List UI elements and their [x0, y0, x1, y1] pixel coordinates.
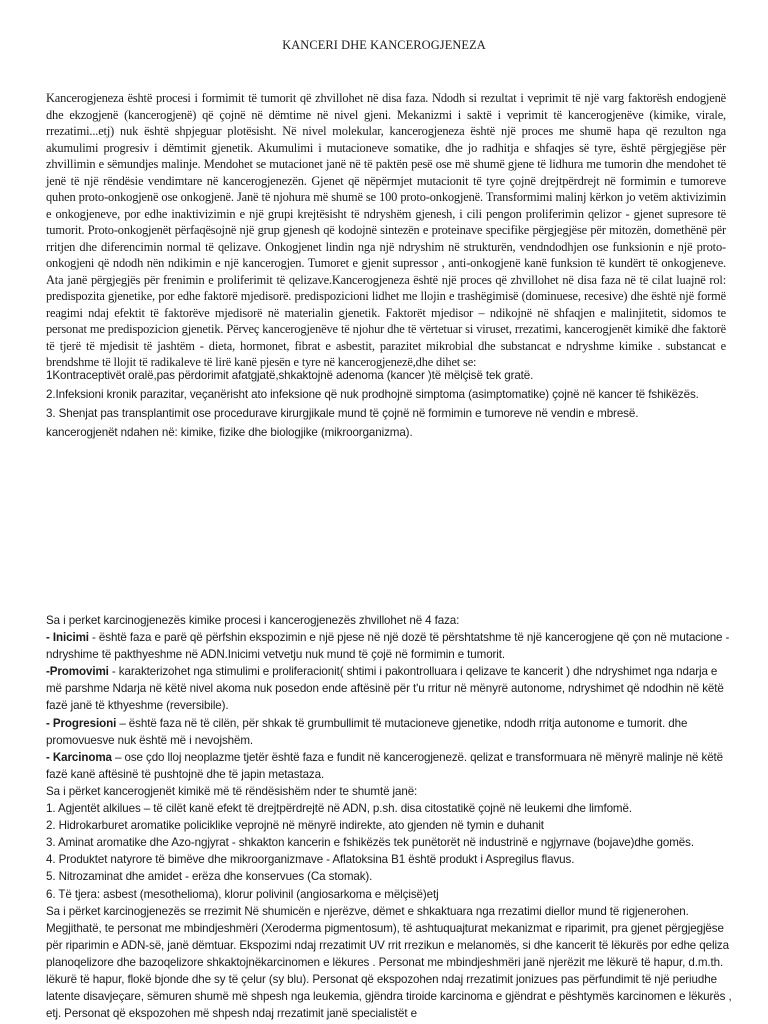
phase-promovimi — [46, 663, 736, 714]
chem-item: 4. Produktet natyrore të bimëve dhe mikroorganizmave - Aflatoksina B1 është produkt i Aspregilus flavus. — [46, 853, 575, 867]
phase-text: – ose çdo lloj neoplazme tjetër është faza e fundit në kancerogjenezë. qelizat e transformuara në mënyrë malinje në këtë fazë kanë aftësinë të pushtojnë dhe të japin metastaza. — [46, 750, 724, 781]
chem-item: 6. Të tjera: asbest (mesothelioma), klorur polivinil (angiosarkoma e mëlçisë)etj — [46, 887, 439, 901]
chem-item: 5. Nitrozaminat dhe amidet - erëza dhe konservues (Ca stomak). — [46, 870, 373, 884]
intro-item: 1Kontraceptivët oralë,pas përdorimit afatgjatë,shkaktojnë adenoma (kancer )të mëlçisë tek gratë. — [46, 369, 534, 382]
phase-term: - Progresioni — [46, 716, 117, 730]
intro-item: 3. Shenjat pas transplantimit ose procedurave kirurgjikale mund të çojnë në formimin e tumoreve në vendin e mbresë. — [46, 407, 639, 421]
phase-inicimi — [46, 629, 736, 663]
phase-term: - Karcinoma — [46, 750, 112, 764]
chem-item: 2. Hidrokarburet aromatike policiklike veprojnë në mënyrë indirekte, ato gjenden në tymin e duhanit — [46, 819, 544, 833]
phase-text: – është faza në të cilën, për shkak të grumbullimit të mutacioneve gjenetike, ndodh rritja autonome e tumorit. dhe promovuesve nuk është më i nevojshëm. — [46, 716, 688, 747]
chem-item: 1. Agjentët alkilues – të cilët kanë efekt të drejtpërdrejtë në ADN, p.sh. disa citostatikë çojnë në leukemi dhe limfomë. — [46, 802, 632, 816]
phase-text: - është faza e parë që përfshin ekspozimin e një pjese në një dozë të përshtatshme të një kancerogjene që çon në mutacione - ndryshime të pakthyeshme në ADN.Inicimi vetvetju nuk mund të çojë në formimin e tumorit. — [46, 631, 730, 662]
phase-term: - Inicimi — [46, 631, 89, 645]
phase-karcinoma — [46, 749, 736, 783]
phase-term: -Promovimi — [46, 665, 109, 679]
carcinogenesis-section — [46, 612, 736, 1022]
chem-intro: Sa i përket kancerogjenët kimikë më të rëndësishëm nder te shumtë janë: — [46, 784, 418, 798]
intro-list — [46, 367, 726, 443]
section-intro: Sa i perket karcinogjenezës kimike procesi i kancerogjenezës zhvillohet në 4 faza: — [46, 614, 460, 627]
phase-text: - karakterizohet nga stimulimi e proliferacionit( shtimi i pakontrolluara i qelizave te kancerit ) dhe ndryshimet nga ndarja e më parshme Ndarja në këtë nivel akoma nuk posedon ende aftësinë për t'u rritur në mënyrë autonome, ndryshimet që ndodhin në këtë fazë janë të kthyeshme (reversibile). — [46, 665, 724, 713]
intro-item: 2.Infeksioni kronik parazitar, veçanërisht ato infeksione që nuk prodhojnë simptoma (asimptomatike) çojnë në kancer të fshikëzës. — [46, 388, 699, 402]
intro-paragraph: Kancerogjeneza është procesi i formimit të tumorit që zhvillohet në disa faza. Ndodh si rezultat i veprimit të një varg faktorësh endogjenë dhe ekzogjenë (kancerogjenë) që çojnë në dëmtime në nivel gjeni. Mekanizmi i saktë i veprimit të kancerogjenëve (kimike, virale, rrezatimi...etj) nuk është shpjeguar plotësisht. Në nivel molekular, kancerogjeneza është një proces me shumë hapa që rezulton nga akumulimi progresiv i dëmtimit gjenetik. Akumulimi i mutacioneve somatike, dhe jo radhitja e shfaqjes së tyre, është përgjegjëse për zhvillimin e sëmundjes malinje. Mendohet se mutacionet janë në të paktën pesë ose më shumë gjene të lidhura me tumorin dhe mendohet të jenë të një rëndësie vendimtare në kancerogjenezën. Gjenet që nëpërmjet mutacionit të tyre çojnë drejtpërdrejt në formimin e tumoreve quhen proto-onkogjenë ose onkogjenë. Janë të njohura më shumë se 100 proto-onkogjenë. Transformimi malinj kërkon jo vetëm aktivizimin e onkogjeneve, por edhe inaktivizimin e një grupi krejtësisht të ndryshëm gjenesh, i cili pengon proliferimin qelizor - gjenet supresore të tumorit. Proto-onkogjenët përfaqësojnë një grup gjenesh që kodojnë sintezën e proteinave specifike përgjegjëse për mitozën, domethënë për rritjen dhe diferencimin normal të qelizave. Onkogjenet lindin nga një ndryshim në strukturën, vendndodhjen ose funksionin e një proto-onkogjeni që ndodh nën ndikimin e një kancerogjen. Tumoret e gjenit supressor , anti-onkogjenë kanë funksion të kundërt të onkogjeneve. Ata janë përgjegjës për frenimin e proliferimit të qelizave.Kancerogjeneza është një proces që zhvillohet në disa faza në të cilat luajnë rol: predispozita gjenetike, por edhe faktorë mjedisorë. predispozicioni lidhet me llojin e trashëgimisë (dominuese, recesive) dhe është një formë reagimi ndaj efektit të faktorëve mjedisorë në materialin gjenetik. Faktorët mjedisor – ndikojnë në shfaqjen e malinjitetit, sidomos te personat me predispozicion gjenetik. Përveç kancerogjenëve të njohur dhe të vërtetuar si viruset, rrezatimi, kancerogjenët kimikë dhe faktorë të tjerë të mjedisit të jashtëm - dieta, hormonet, fibrat e asbestit, parazitet mikrobial dhe substancat e ndryshme kimike . substancat e brendshme të llojit të radikaleve të lirë kanë pjesën e tyre në kancerogjenezë,dhe dihet se: — [46, 91, 726, 369]
document-title: KANCERI DHE KANCEROGJENEZA — [282, 38, 486, 52]
radiation-paragraph: Sa i përket karcinogjenezës se rrezimit Në shumicën e njerëzve, dëmet e shkaktuara nga rrezatimi diellor mund të rigjenerohen. Megjithatë, te personat me mbindjeshmëri (Xeroderma pigmentosum), të ashtuquajturat mekanizmat e riparimit, pra gjenet përgjegjëse për riparimin e ADN-së, janë dëmtuar. Ekspozimi ndaj rrezatimit UV rrit rrezikun e melanomës, si dhe kancerit të lëkurës por edhe qeliza planoqelizore dhe bazoqelizore shkaktojnëkarcinomen e lëkures . Personat me mbindjeshmëri janë njerëzit me lëkurë të hapur, d.m.th. lëkurë të hapur, flokë bjonde dhe sy të çelur (sy blu). Personat që ekspozohen ndaj rrezatimit jonizues pas përfundimit të një periudhe latente disavjeçare, sëmuren shumë më shpesh nga leukemia, gjëndra tiroide karcinoma e gjëndrat e pështymës karcinomen e lëkurës , etj. Personat që ekspozohen më shpesh ndaj rrezatimit janë specialistët e — [46, 904, 732, 1021]
phase-progresioni — [46, 715, 736, 749]
intro-item: kancerogjenët ndahen në: kimike, fizike dhe biologjike (mikroorganizma). — [46, 426, 413, 440]
chem-item: 3. Aminat aromatike dhe Azo-ngjyrat - shkakton kancerin e fshikëzës tek punëtorët në industrinë e ngjyrnave (bojave)dhe gomës. — [46, 836, 694, 850]
